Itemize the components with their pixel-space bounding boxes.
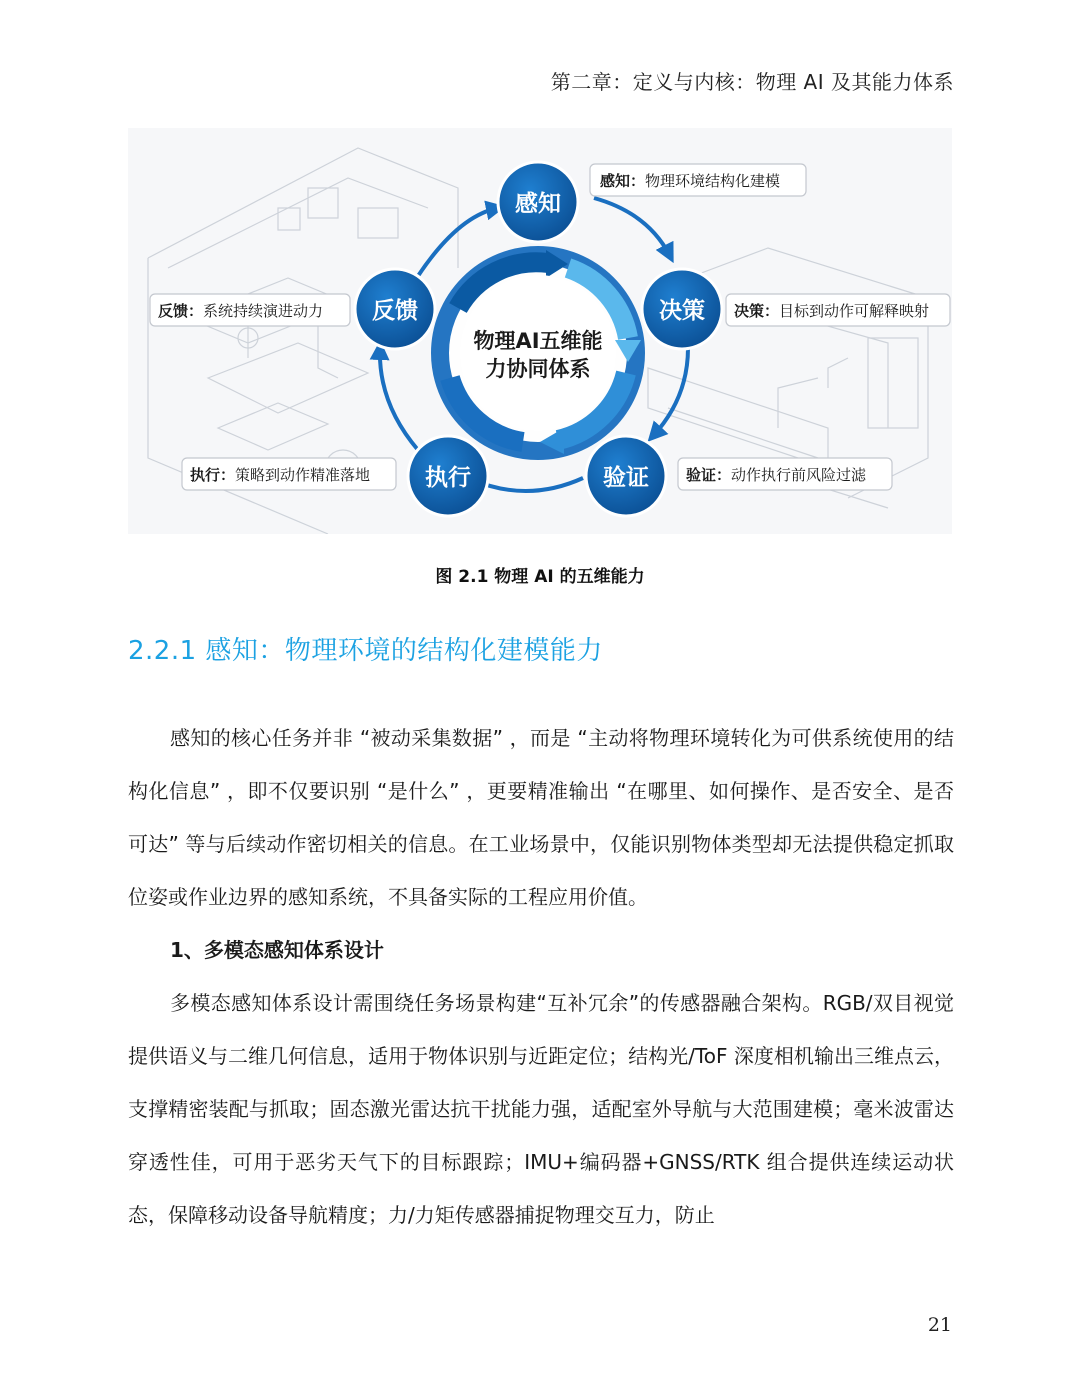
five-capabilities-figure <box>128 128 952 534</box>
node-verification <box>586 436 666 516</box>
callout-execution <box>182 458 396 490</box>
svg-text:感知: 感知 <box>515 191 561 217</box>
svg-text:反馈：系统持续演进动力: 反馈：系统持续演进动力 <box>158 302 324 320</box>
svg-text:决策: 决策 <box>659 298 705 324</box>
paragraph-perception-intro: 感知的核心任务并非 “被动采集数据” ，而是 “主动将物理环境转化为可供系统使用的结构化信息” ，即不仅要识别 “是什么” ，更要精准输出 “在哪里、如何操作、是否安全、是否可达” 等与后续动作密切相关的信息。在工业场景中，仅能识别物体类型却无法提供稳定抓取位姿或作业边界的感知系统，不具备实际的工程应用价值。 <box>128 726 954 909</box>
svg-text:验证: 验证 <box>603 465 649 491</box>
running-header: 第二章：定义与内核：物理 AI 及其能力体系 <box>550 70 954 94</box>
subheading-multimodal: 1、多模态感知体系设计 <box>170 938 384 962</box>
node-execution <box>408 436 488 516</box>
node-feedback <box>355 269 435 349</box>
svg-text:感知：物理环境结构化建模: 感知：物理环境结构化建模 <box>600 172 781 190</box>
svg-text:执行：策略到动作精准落地: 执行：策略到动作精准落地 <box>190 466 371 484</box>
figure-caption: 图 2.1 物理 AI 的五维能力 <box>435 567 645 587</box>
callout-decision <box>726 294 950 326</box>
callout-feedback <box>150 294 350 326</box>
svg-text:决策：目标到动作可解释映射: 决策：目标到动作可解释映射 <box>734 302 930 320</box>
node-perception <box>498 162 578 242</box>
svg-text:验证：动作执行前风险过滤: 验证：动作执行前风险过滤 <box>686 466 867 484</box>
page-number: 21 <box>927 1314 952 1336</box>
callout-verification <box>678 458 892 490</box>
callout-perception <box>590 164 806 196</box>
svg-text:反馈: 反馈 <box>372 298 418 324</box>
svg-text:执行: 执行 <box>425 465 471 491</box>
section-heading: 2.2.1 感知：物理环境的结构化建模能力 <box>128 636 603 666</box>
paragraph-multimodal-design: 多模态感知体系设计需围绕任务场景构建“互补冗余”的传感器融合架构。RGB/双目视觉提供语义与二维几何信息，适用于物体识别与近距定位；结构光/ToF 深度相机输出三维点云，支撑精密装配与抓取；固态激光雷达抗干扰能力强，适配室外导航与大范围建模；毫米波雷达穿透性佳，可用于恶劣天气下的目标跟踪；IMU+编码器+GNSS/RTK 组合提供连续运动状态，保障移动设备导航精度；力/力矩传感器捕捉物理交互力，防止 <box>128 991 954 1227</box>
center-title-line2: 力协同体系 <box>485 357 591 381</box>
center-title-line1: 物理AI五维能 <box>473 329 603 353</box>
node-decision <box>642 269 722 349</box>
